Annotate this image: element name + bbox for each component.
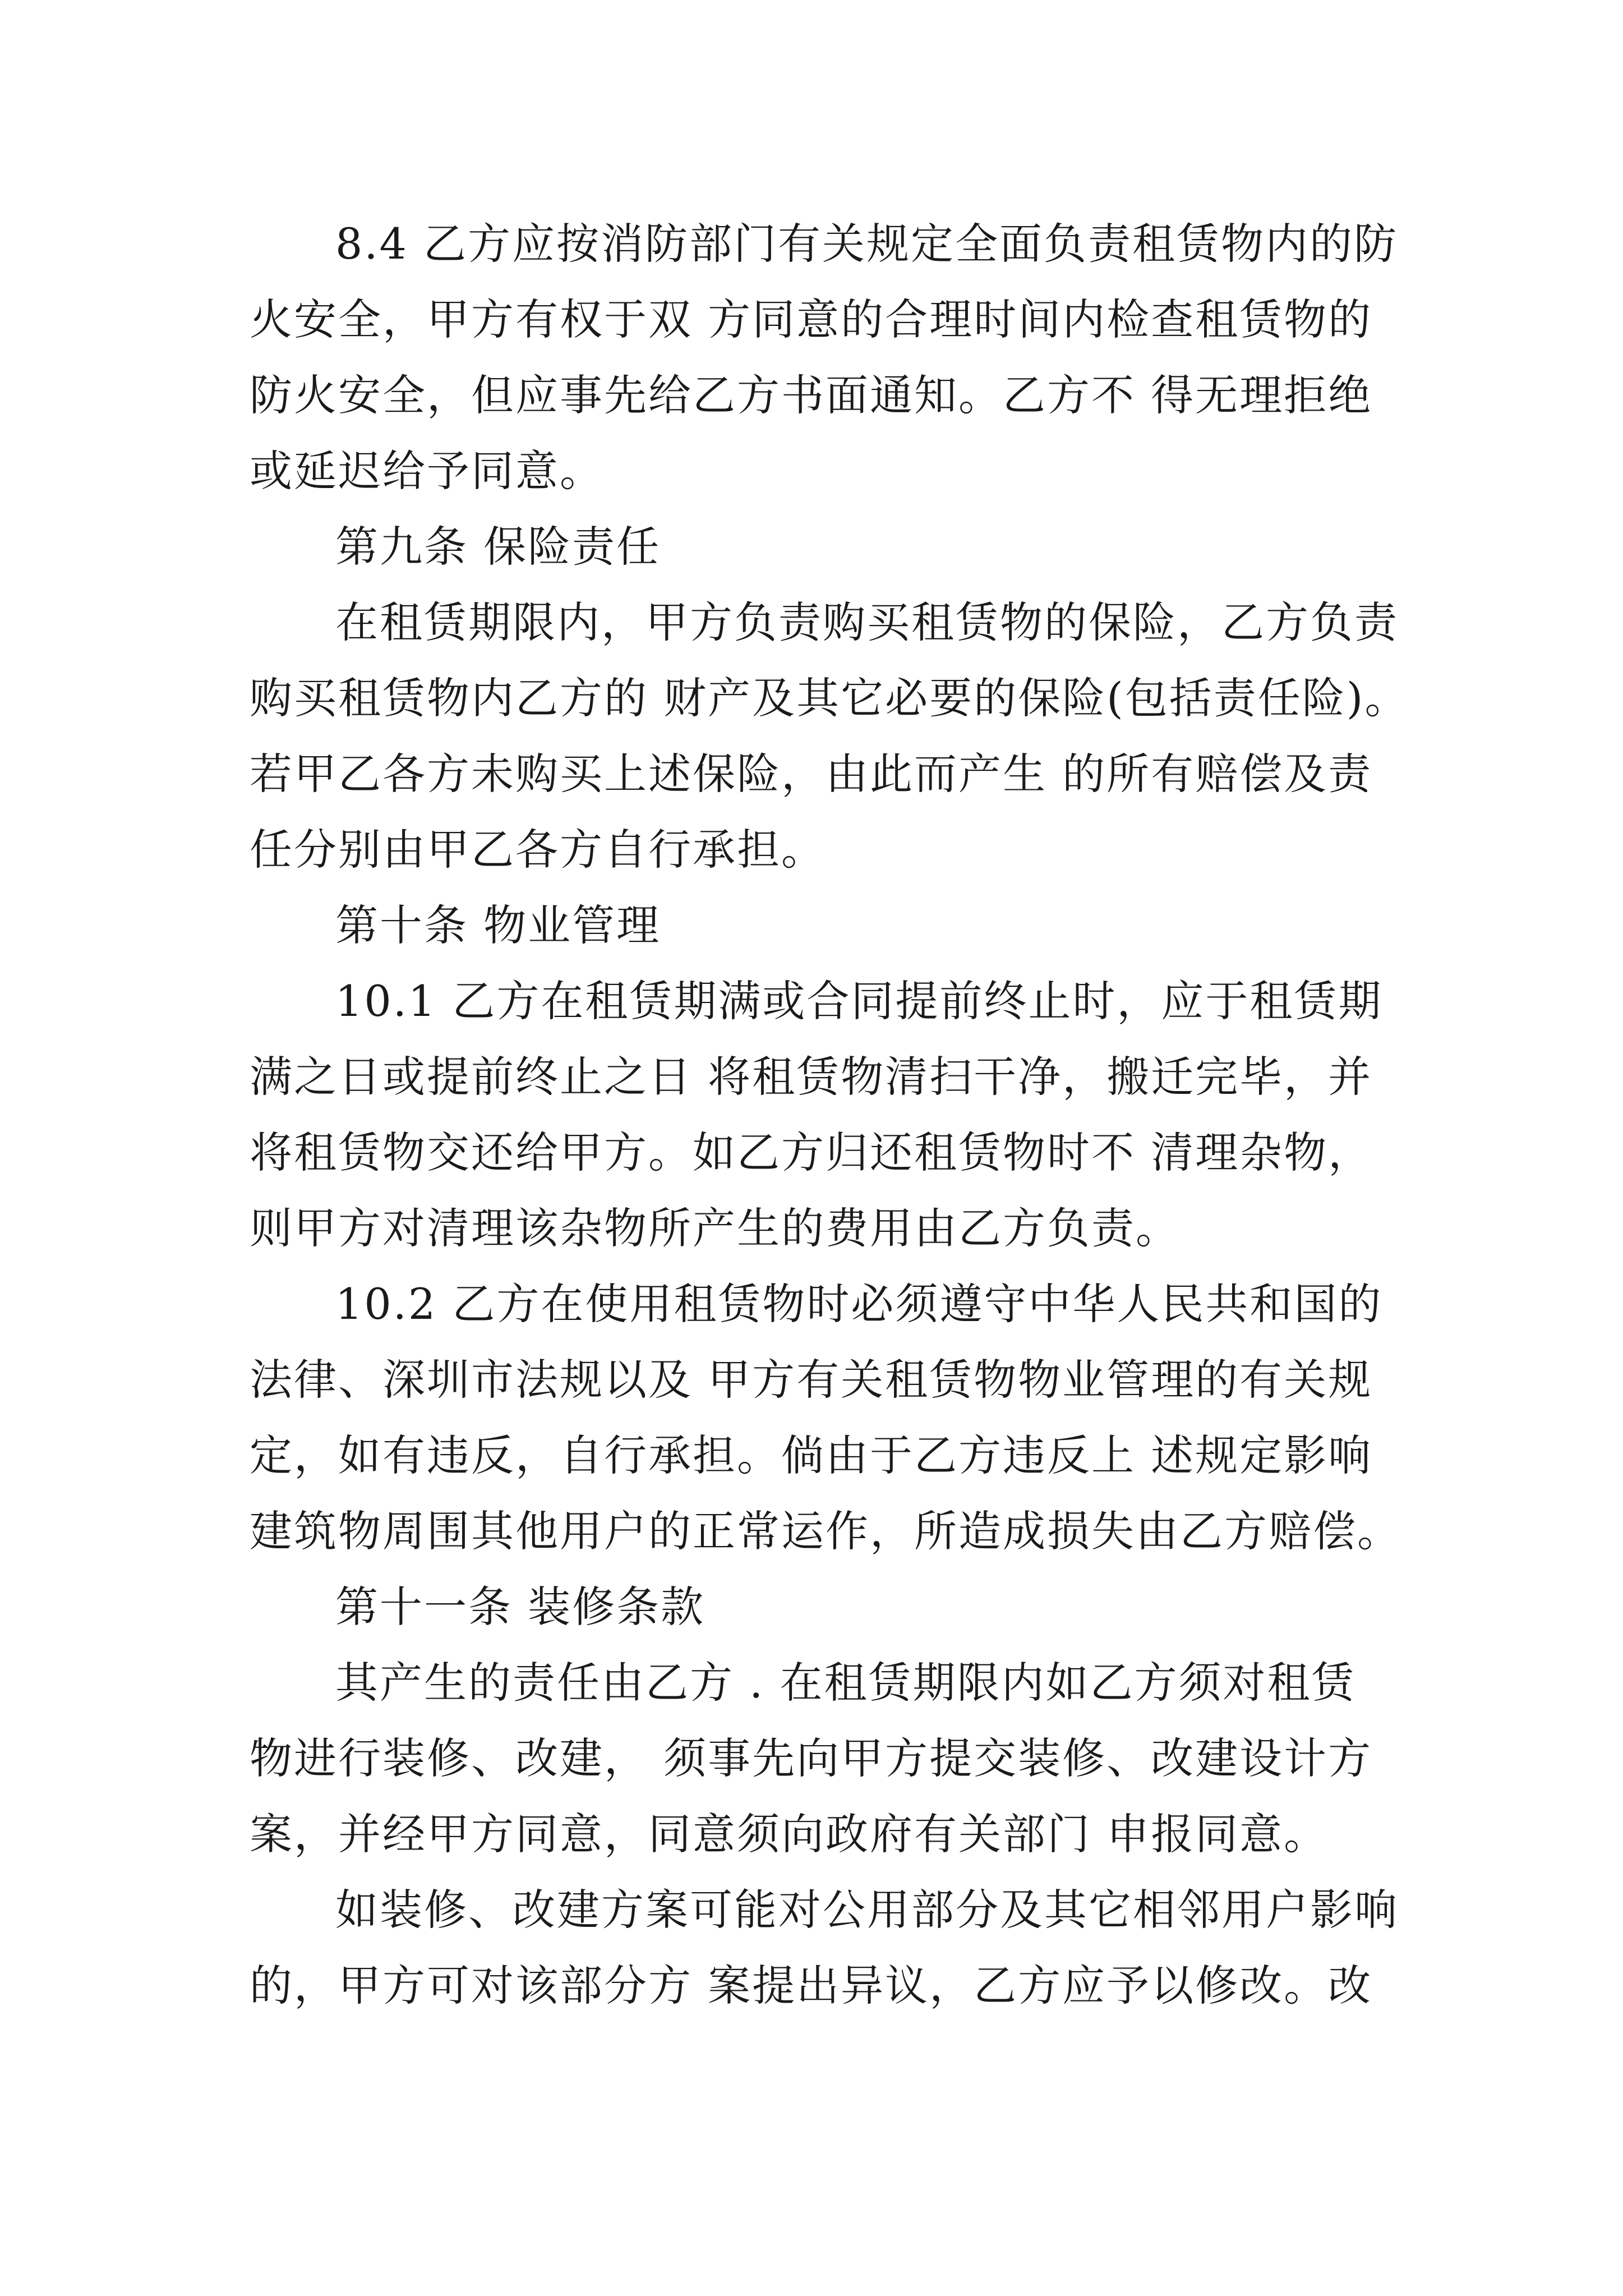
article-11-line-3: 案，并经甲方同意，同意须向政府有关部门 申报同意。 [250, 1809, 1329, 1859]
paragraph-10-1-line-2: 满之日或提前终止之日 将租赁物清扫干净，搬迁完毕，并 [250, 1052, 1373, 1102]
article-9-line-2: 购买租赁物内乙方的 财产及其它必要的保险(包括责任险)。 [250, 673, 1409, 723]
paragraph-8-4-line-2: 火安全，甲方有权于双 方同意的合理时间内检查租赁物的 [250, 295, 1373, 344]
paragraph-10-1-line-3: 将租赁物交还给甲方。如乙方归还租赁物时不 清理杂物， [250, 1128, 1373, 1177]
paragraph-10-2-line-2: 法律、深圳市法规以及 甲方有关租赁物物业管理的有关规 [250, 1355, 1373, 1405]
article-11-para-2-line-1: 如装修、改建方案可能对公用部分及其它相邻用户影响 [335, 1885, 1399, 1935]
article-11-line-1: 其产生的责任由乙方 . 在租赁期限内如乙方须对租赁 [335, 1658, 1356, 1708]
article-11-para-2-line-2: 的，甲方可对该部分方 案提出异议，乙方应予以修改。改 [250, 1961, 1373, 2010]
paragraph-10-1-line-1: 10.1 乙方在租赁期满或合同提前终止时，应于租赁期 [335, 976, 1383, 1026]
article-9-line-3: 若甲乙各方未购买上述保险，由此而产生 的所有赔偿及责 [250, 749, 1373, 799]
article-10-heading: 第十条 物业管理 [335, 900, 661, 950]
article-11-heading: 第十一条 装修条款 [335, 1582, 706, 1632]
paragraph-10-1-line-4: 则甲方对清理该杂物所产生的费用由乙方负责。 [250, 1203, 1180, 1253]
paragraph-8-4-line-3: 防火安全，但应事先给乙方书面通知。乙方不 得无理拒绝 [250, 370, 1373, 420]
article-9-line-1: 在租赁期限内，甲方负责购买租赁物的保险，乙方负责 [335, 597, 1399, 647]
article-11-line-2: 物进行装修、改建， 须事先向甲方提交装修、改建设计方 [250, 1733, 1373, 1783]
article-9-heading: 第九条 保险责任 [335, 522, 661, 572]
paragraph-10-2-line-1: 10.2 乙方在使用租赁物时必须遵守中华人民共和国的 [335, 1279, 1383, 1329]
paragraph-8-4-line-4: 或延迟给予同意。 [250, 446, 604, 496]
paragraph-10-2-line-4: 建筑物周围其他用户的正常运作，所造成损失由乙方赔偿。 [250, 1506, 1401, 1556]
paragraph-10-2-line-3: 定，如有违反，自行承担。倘由于乙方违反上 述规定影响 [250, 1430, 1373, 1480]
article-9-line-4: 任分别由甲乙各方自行承担。 [250, 825, 826, 875]
paragraph-8-4-line-1: 8.4 乙方应按消防部门有关规定全面负责租赁物内的防 [335, 219, 1399, 269]
